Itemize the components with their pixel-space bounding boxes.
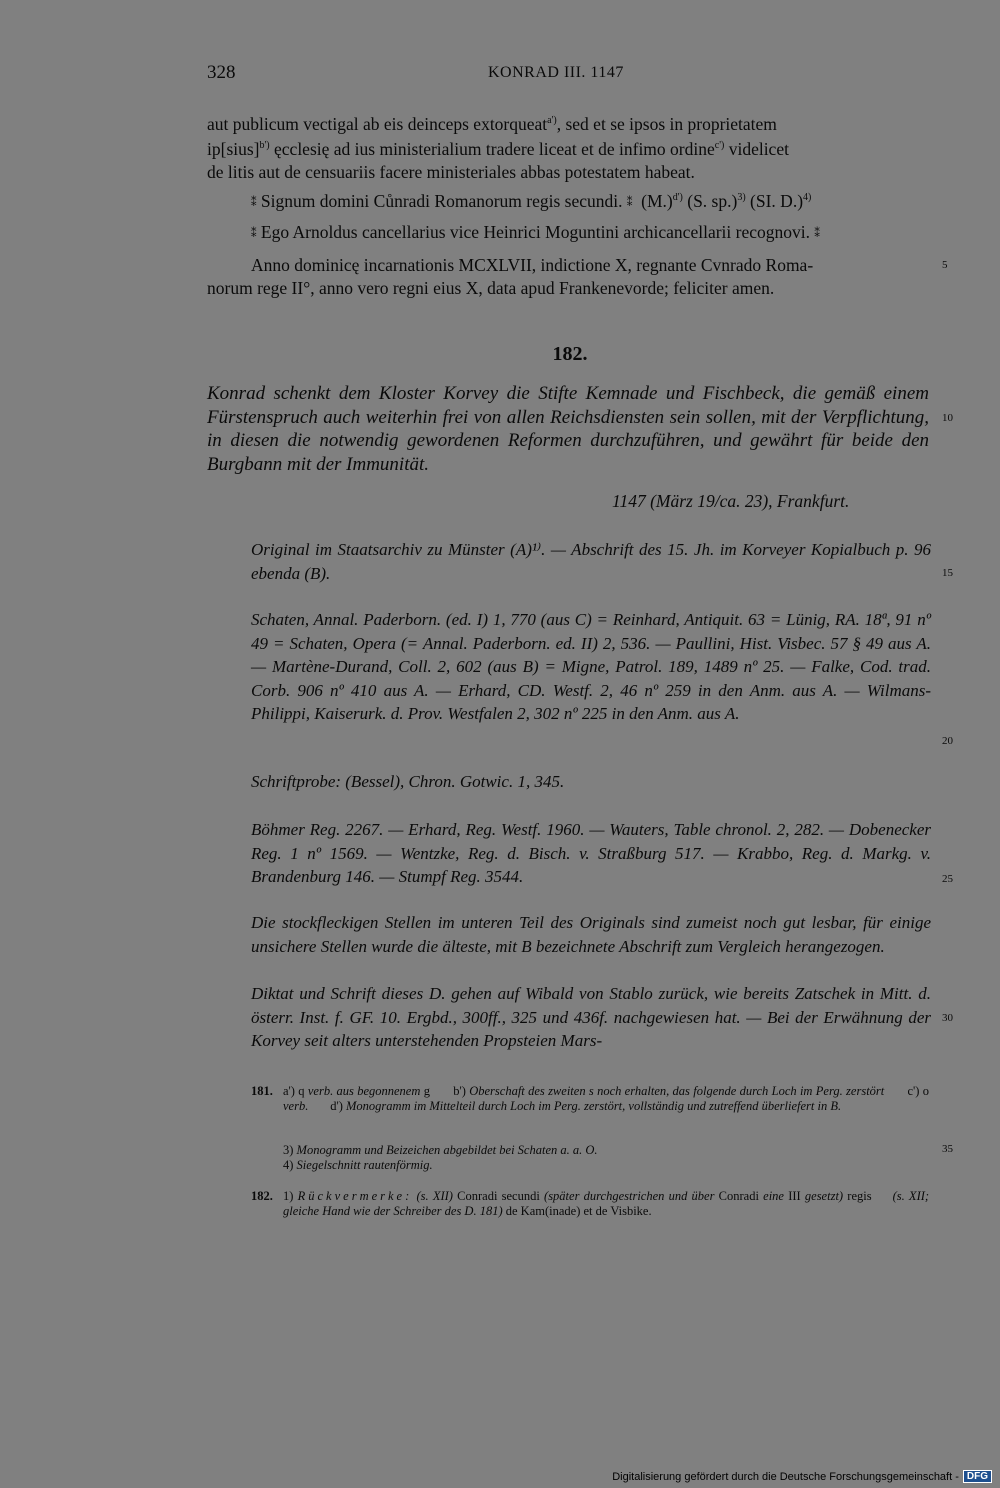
note-mark: b') xyxy=(259,140,270,152)
chrismon-mark: ⁑ xyxy=(251,228,257,240)
seal-note: (SI. D.) xyxy=(750,190,804,211)
note-mark: c') xyxy=(714,140,725,152)
chrismon-mark: ⁑ xyxy=(251,196,257,209)
footnote-181-3 xyxy=(283,1143,929,1158)
charter-line: aut publicum vectigal ab eis deinceps extorqueat xyxy=(207,113,548,134)
footnote-mark: b') xyxy=(453,1084,466,1098)
footnote-text: (s. XII) xyxy=(416,1189,453,1203)
chrismon-mark: ⁑ xyxy=(626,196,633,209)
dating-line: Anno dominicę incarnationis MCXLVII, indictione X, regnante Cvnrado Roma- xyxy=(251,255,814,275)
footnote-text: Monogramm und Beizeichen abgebildet bei Schaten a. a. O. xyxy=(296,1143,598,1157)
footnote-182-1 xyxy=(283,1189,929,1219)
dfg-credit xyxy=(612,1470,992,1483)
footnotes-181-letters xyxy=(283,1084,929,1114)
charter-text-end xyxy=(207,110,933,183)
footnote-mark: 4) xyxy=(283,1158,294,1172)
footnote-text: de Kam(inade) et de Visbike. xyxy=(505,1204,652,1218)
note-mark: 3) xyxy=(737,192,746,203)
chrismon-mark: ⁑ xyxy=(814,228,820,240)
footnote-text: Siegelschnitt rautenförmig. xyxy=(296,1158,433,1172)
footnote-label-182: 182. xyxy=(251,1189,273,1203)
seal-note: (S. sp.) xyxy=(687,190,738,211)
facsimile-note: Schriftprobe: (Bessel), Chron. Gotwic. 1, 345. xyxy=(251,772,565,791)
footnote-text: verb. xyxy=(283,1099,309,1113)
footnote-text: Oberschaft des zweiten s noch erhalten, das folgende durch Loch im Perg. zerstört xyxy=(469,1084,885,1098)
footnote-mark: c') o xyxy=(907,1084,930,1098)
footnote-text: Monogramm im Mittelteil durch Loch im Perg. zerstört, vollständig und zutreffend überliefert in B. xyxy=(346,1099,842,1113)
footnote-text: g xyxy=(423,1084,430,1098)
footnote-mark: d') xyxy=(330,1099,343,1113)
footnote-text: eine xyxy=(763,1189,784,1203)
footnote-text: III xyxy=(788,1189,801,1203)
footnote-text: Conradi xyxy=(718,1189,759,1203)
signum-text: Signum domini Cůnradi Romanorum regis secundi. xyxy=(260,190,623,211)
footnote-181-4 xyxy=(283,1158,929,1173)
footnote-text: regis xyxy=(847,1189,872,1203)
line-number: 15 xyxy=(942,567,953,579)
running-title: KONRAD III. 1147 xyxy=(488,64,624,81)
line-number: 25 xyxy=(942,873,953,885)
charter-line: de litis aut de censuariis facere ministeriales abbas potestatem habeat. xyxy=(207,161,695,182)
regesta-note: Böhmer Reg. 2267. — Erhard, Reg. Westf. 1960. — Wauters, Table chronol. 2, 282. — Dobenecker Reg. 1 nº 1569. — Wentzke, Reg. d. Bisch. v. Straßburg 517. — Krabbo, Reg. d. Markg. v. Brandenburg 146. — Stumpf Reg. 3544. xyxy=(251,820,931,886)
dating-clause xyxy=(207,254,933,299)
line-number: 20 xyxy=(942,735,953,747)
recognition-line xyxy=(251,221,941,246)
editions-note: Schaten, Annal. Paderborn. (ed. I) 1, 770 (aus C) = Reinhard, Antiquit. 63 = Lünig, RA. 18ª, 91 nº 49 = Schaten, Opera (= Annal. Paderborn. ed. II) 2, 536. — Paullini, Hist. Visbec. 57 § 49 aus A. — Martène-Durand, Coll. 2, 602 (aus B) = Migne, Patrol. 189, 1489 nº 25. — Falke, Cod. trad. Corb. 906 nº 410 aus A. — Erhard, CD. Westf. 2, 46 nº 259 in den Anm. aus A. — Wilmans-Philippi, Kaiserurk. d. Prov. Westfalen 2, 302 nº 225 in den Anm. aus A. xyxy=(251,610,931,723)
charter-line: ęcclesię ad ius ministerialium tradere liceat et de infimo ordine xyxy=(269,139,715,160)
dating-line: norum rege II°, anno vero regni eius X, data apud Frankenevorde; feliciter amen. xyxy=(207,277,775,298)
note-mark: d') xyxy=(672,192,683,203)
line-number: 35 xyxy=(942,1143,953,1155)
signum-line xyxy=(251,187,941,214)
line-number: 30 xyxy=(942,1012,953,1024)
recognition-text: Ego Arnoldus cancellarius vice Heinrici Moguntini archicancellarii recognovi. xyxy=(260,222,810,242)
dfg-logo: DFG xyxy=(963,1470,992,1483)
document-number: 182. xyxy=(552,343,588,365)
footnote-text: (später durchgestrichen und über xyxy=(544,1189,715,1203)
footnote-text: verb. aus begonnenem xyxy=(307,1084,421,1098)
document-date: 1147 (März 19/ca. 23), Frankfurt. xyxy=(612,491,850,511)
footnote-text: gesetzt) xyxy=(804,1189,844,1203)
footnote-text: (s. XII; gleiche Hand wie der Schreiber des D. 181) xyxy=(283,1189,930,1218)
footnote-label-181: 181. xyxy=(251,1084,273,1098)
charter-line: ip[sius] xyxy=(207,139,260,160)
line-number: 5 xyxy=(942,259,948,271)
footnote-text: Rückvermerke: xyxy=(297,1189,413,1203)
footnote-mark: 1) xyxy=(283,1189,294,1203)
line-number: 10 xyxy=(942,412,953,424)
commentary-para: Diktat und Schrift dieses D. gehen auf Wibald von Stablo zurück, wie bereits Zatschek in Mitt. d. österr. Inst. f. GF. 10. Ergbd., 300ff., 325 und 436f. nachgewiesen hat. — Bei der Erwähnung der Korvey seit alters unterstehenden Propsteien Mars- xyxy=(251,984,931,1050)
footnote-mark: a') q xyxy=(283,1084,305,1098)
page-number: 328 xyxy=(207,62,236,83)
commentary-para: Die stockfleckigen Stellen im unteren Teil des Originals sind zumeist noch gut lesbar, für einige unsichere Stellen wurde die älteste, mit B bezeichnete Abschrift zum Vergleich herangezogen. xyxy=(251,913,931,956)
note-mark: 4) xyxy=(803,192,812,203)
charter-line: , sed et se ipsos in proprietatem xyxy=(556,113,777,134)
note-mark: a') xyxy=(547,115,557,126)
dfg-credit-text: Digitalisierung gefördert durch die Deutsche Forschungsgemeinschaft - xyxy=(612,1470,959,1483)
tradition-note: Original im Staatsarchiv zu Münster (A)¹⁾. — Abschrift des 15. Jh. im Korveyer Kopialbuch p. 96 ebenda (B). xyxy=(251,540,931,583)
footnote-mark: 3) xyxy=(283,1143,294,1157)
monogram-note: (M.) xyxy=(641,190,673,211)
footnote-text: Conradi secundi xyxy=(457,1189,540,1203)
charter-line: videlicet xyxy=(724,139,789,160)
regest: Konrad schenkt dem Kloster Korvey die Stifte Kemnade und Fischbeck, die gemäß einem Fürstenspruch auch weiterhin frei von allen Reichsdiensten sein sollen, mit der Verpflichtung, in diesen die notwendig gewordenen Reformen durchzuführen, und gewährt für beide den Burgbann mit der Immunität. xyxy=(207,383,929,475)
